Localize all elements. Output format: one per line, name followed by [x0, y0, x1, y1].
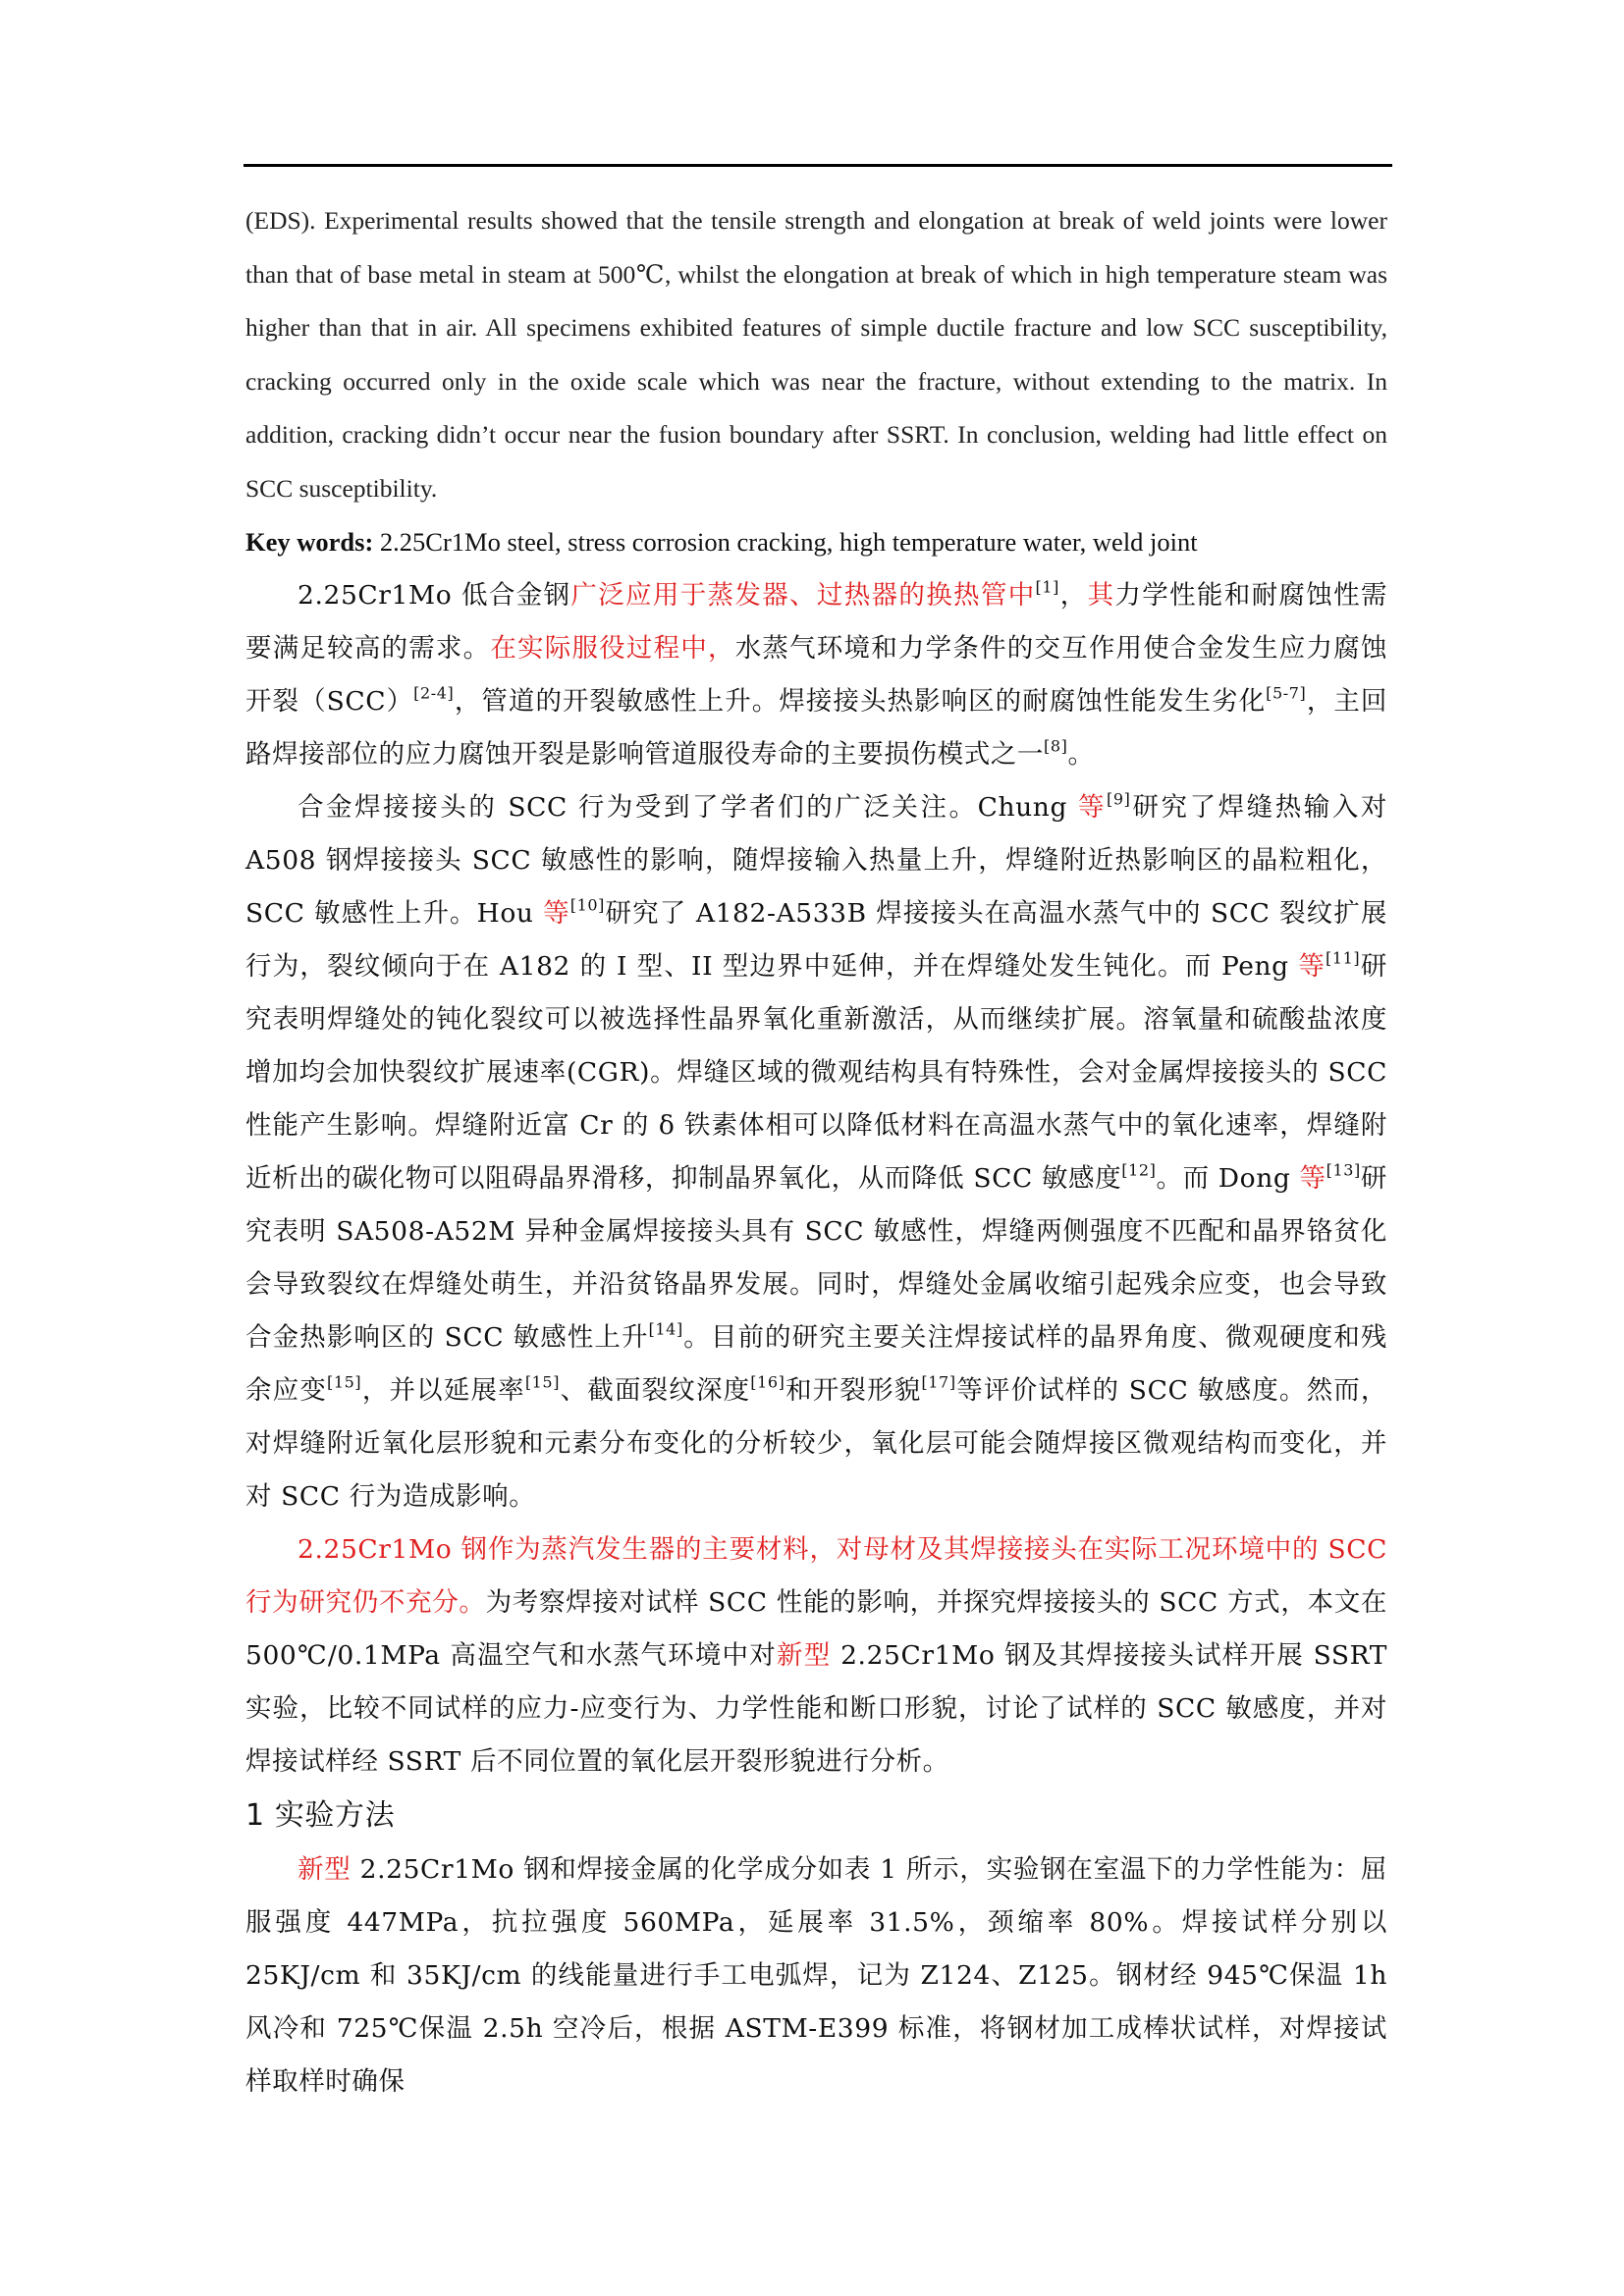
- introduction: [245, 569, 1387, 2109]
- keywords-text: 2.25Cr1Mo steel, stress corrosion cracking, high temperature water, weld joint: [379, 527, 1198, 557]
- citation: [11]: [1326, 948, 1361, 968]
- citation: [14]: [648, 1319, 683, 1339]
- citation: [2-4]: [413, 683, 455, 703]
- keywords-line: [245, 515, 1387, 569]
- citation: [17]: [921, 1372, 956, 1392]
- citation: [16]: [750, 1372, 785, 1392]
- keywords-label: Key words:: [245, 527, 374, 557]
- intro-paragraph-2: 合金焊接接头的 SCC 行为受到了学者们的广泛关注。Chung 等[9]研究了焊缝热输入对 A508 钢焊接接头 SCC 敏感性的影响，随焊接输入热量上升，焊缝附近热影响区的晶粒粗化，SCC 敏感性上升。Hou 等[10]研究了 A182-A533B 焊接接头在高温水蒸气中的 SCC 裂纹扩展行为，裂纹倾向于在 A182 的 I 型、II 型边界中延伸，并在焊缝处发生钝化。而 Peng 等[11]研究表明焊缝处的钝化裂纹可以被选择性晶界氧化重新激活，从而继续扩展。溶氧量和硫酸盐浓度增加均会加快裂纹扩展速率(CGR)。焊缝区域的微观结构具有特殊性，会对金属焊接接头的 SCC 性能产生影响。焊缝附近富 Cr 的 δ 铁素体相可以降低材料在高温水蒸气中的氧化速率，焊缝附近析出的碳化物可以阻碍晶界滑移，抑制晶界氧化，从而降低 SCC 敏感度[12]。而 Dong 等[13]研究表明 SA508-A52M 异种金属焊接接头具有 SCC 敏感性，焊缝两侧强度不匹配和晶界铬贫化会导致裂纹在焊缝处萌生，并沿贫铬晶界发展。同时，焊缝处金属收缩引起残余应变，也会导致合金热影响区的 SCC 敏感性上升[14]。目前的研究主要关注焊接试样的晶界角度、微观硬度和残余应变[15]，并以延展率[15]、截面裂纹深度[16]和开裂形貌[17]等评价试样的 SCC 敏感度。然而，对焊缝附近氧化层形貌和元素分布变化的分析较少，氧化层可能会随焊接区微观结构而变化，并对 SCC 行为造成影响。: [245, 789, 1387, 1512]
- header-rule: [244, 164, 1392, 167]
- intro-paragraph-1: 2.25Cr1Mo 低合金钢广泛应用于蒸发器、过热器的换热管中[1]，其力学性能和耐腐蚀性需要满足较高的需求。在实际服役过程中，水蒸气环境和力学条件的交互作用使合金发生应力腐蚀开裂（SCC）[2-4]，管道的开裂敏感性上升。焊接接头热影响区的耐腐蚀性能发生劣化[5-7]，主回路焊接部位的应力腐蚀开裂是影响管道服役寿命的主要损伤模式之一[8]。: [245, 577, 1388, 770]
- methods-paragraph-1: 新型 2.25Cr1Mo 钢和焊接金属的化学成分如表 1 所示，实验钢在室温下的力学性能为：屈服强度 447MPa，抗拉强度 560MPa，延展率 31.5%，颈缩率 80%。焊接试样分别以 25KJ/cm 和 35KJ/cm 的线能量进行手工电弧焊，记为 Z124、Z125。钢材经 945℃保温 1h 风冷和 725℃保温 2.5h 空冷后，根据 ASTM-E399 标准，将钢材加工成棒状试样，对焊接试样取样时确保: [245, 1854, 1388, 2097]
- citation: [8]: [1044, 736, 1068, 756]
- citation: [13]: [1326, 1160, 1361, 1180]
- citation: [15]: [327, 1372, 362, 1392]
- intro-paragraph-3: 2.25Cr1Mo 钢作为蒸汽发生器的主要材料，对母材及其焊接接头在实际工况环境中的 SCC 行为研究仍不充分。为考察焊接对试样 SCC 性能的影响，并探究焊接接头的 SCC 方式，本文在 500℃/0.1MPa 高温空气和水蒸气环境中对新型 2.25Cr1Mo 钢及其焊接接头试样开展 SSRT 实验，比较不同试样的应力-应变行为、力学性能和断口形貌，讨论了试样的 SCC 敏感度，并对焊接试样经 SSRT 后不同位置的氧化层开裂形貌进行分析。: [245, 1534, 1388, 1777]
- section-heading-methods: 1 实验方法: [245, 1798, 396, 1833]
- citation: [1]: [1035, 577, 1059, 597]
- citation: [10]: [569, 895, 605, 915]
- citation: [5-7]: [1266, 683, 1307, 703]
- citation: [15]: [524, 1372, 561, 1392]
- abstract-continuation: (EDS). Experimental results showed that the tensile strength and elongation at break of weld joints were lower than that of base metal in steam at 500℃, whilst the elongation at break of which in high temperature steam was higher than that in air. All specimens exhibited features of simple ductile fracture and low SCC susceptibility, cracking occurred only in the oxide scale which was near the fracture, without extending to the matrix. In addition, cracking didn’t occur near the fusion boundary after SSRT. In conclusion, welding had little effect on SCC susceptibility.: [245, 206, 1387, 503]
- abstract-en: [245, 194, 1387, 569]
- citation: [9]: [1107, 789, 1131, 809]
- citation: [12]: [1121, 1160, 1157, 1180]
